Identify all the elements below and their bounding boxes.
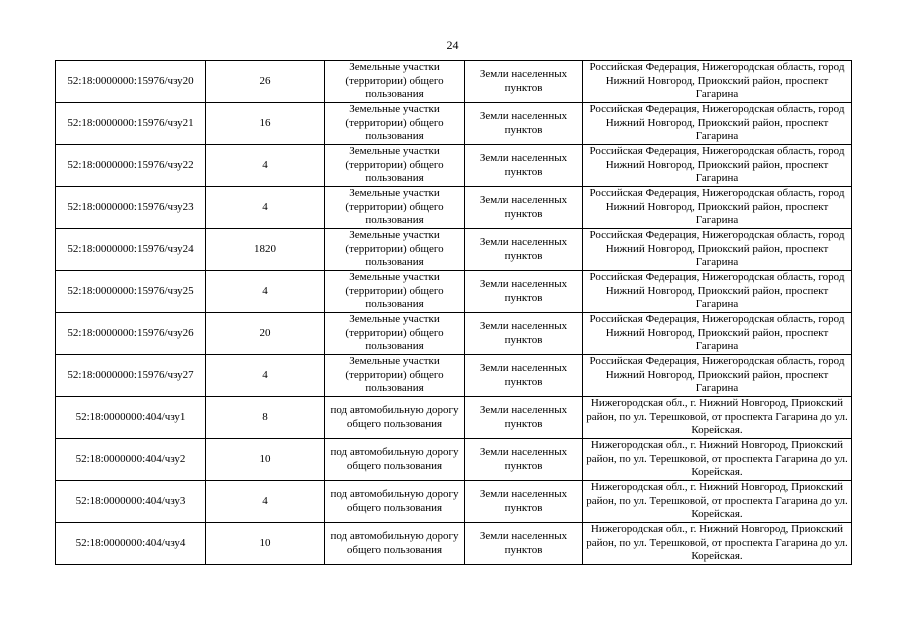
address-cell: Нижегородская обл., г. Нижний Новгород, Приокский район, по ул. Терешковой, от проспекта Гагарина до ул. Корейская. [583, 523, 852, 565]
address-cell: Российская Федерация, Нижегородская область, город Нижний Новгород, Приокский район, проспект Гагарина [583, 145, 852, 187]
land-category-cell: Земли населенных пунктов [465, 355, 583, 397]
cadastral-number-cell: 52:18:0000000:15976/чзу25 [56, 271, 206, 313]
land-plots-table [55, 60, 852, 565]
permitted-use-cell: под автомобильную дорогу общего пользования [325, 397, 465, 439]
land-category-cell: Земли населенных пунктов [465, 481, 583, 523]
land-category-cell: Земли населенных пунктов [465, 523, 583, 565]
cadastral-number-cell: 52:18:0000000:15976/чзу26 [56, 313, 206, 355]
land-category-cell: Земли населенных пунктов [465, 229, 583, 271]
land-category-cell: Земли населенных пунктов [465, 145, 583, 187]
area-cell: 4 [206, 355, 325, 397]
address-cell: Российская Федерация, Нижегородская область, город Нижний Новгород, Приокский район, проспект Гагарина [583, 271, 852, 313]
cadastral-number-cell: 52:18:0000000:15976/чзу27 [56, 355, 206, 397]
table-row [56, 61, 852, 103]
land-category-cell: Земли населенных пунктов [465, 187, 583, 229]
cadastral-number-cell: 52:18:0000000:404/чзу1 [56, 397, 206, 439]
address-cell: Российская Федерация, Нижегородская область, город Нижний Новгород, Приокский район, проспект Гагарина [583, 61, 852, 103]
table-row [56, 523, 852, 565]
address-cell: Нижегородская обл., г. Нижний Новгород, Приокский район, по ул. Терешковой, от проспекта Гагарина до ул. Корейская. [583, 439, 852, 481]
area-cell: 10 [206, 439, 325, 481]
area-cell: 4 [206, 271, 325, 313]
area-cell: 8 [206, 397, 325, 439]
cadastral-number-cell: 52:18:0000000:15976/чзу23 [56, 187, 206, 229]
address-cell: Российская Федерация, Нижегородская область, город Нижний Новгород, Приокский район, проспект Гагарина [583, 355, 852, 397]
cadastral-number-cell: 52:18:0000000:404/чзу2 [56, 439, 206, 481]
address-cell: Российская Федерация, Нижегородская область, город Нижний Новгород, Приокский район, проспект Гагарина [583, 313, 852, 355]
permitted-use-cell: Земельные участки (территории) общего пользования [325, 61, 465, 103]
table-row [56, 229, 852, 271]
permitted-use-cell: Земельные участки (территории) общего пользования [325, 355, 465, 397]
permitted-use-cell: под автомобильную дорогу общего пользования [325, 523, 465, 565]
land-category-cell: Земли населенных пунктов [465, 313, 583, 355]
land-category-cell: Земли населенных пунктов [465, 271, 583, 313]
land-category-cell: Земли населенных пунктов [465, 61, 583, 103]
land-category-cell: Земли населенных пунктов [465, 397, 583, 439]
address-cell: Нижегородская обл., г. Нижний Новгород, Приокский район, по ул. Терешковой, от проспекта Гагарина до ул. Корейская. [583, 481, 852, 523]
permitted-use-cell: Земельные участки (территории) общего пользования [325, 145, 465, 187]
address-cell: Российская Федерация, Нижегородская область, город Нижний Новгород, Приокский район, проспект Гагарина [583, 187, 852, 229]
permitted-use-cell: под автомобильную дорогу общего пользования [325, 481, 465, 523]
table-row [56, 481, 852, 523]
cadastral-number-cell: 52:18:0000000:15976/чзу24 [56, 229, 206, 271]
table-row [56, 439, 852, 481]
area-cell: 10 [206, 523, 325, 565]
area-cell: 1820 [206, 229, 325, 271]
table-row [56, 187, 852, 229]
table-body [56, 61, 852, 565]
table-row [56, 397, 852, 439]
area-cell: 20 [206, 313, 325, 355]
area-cell: 4 [206, 145, 325, 187]
page-number: 24 [446, 38, 459, 52]
address-cell: Нижегородская обл., г. Нижний Новгород, Приокский район, по ул. Терешковой, от проспекта Гагарина до ул. Корейская. [583, 397, 852, 439]
table-row [56, 313, 852, 355]
land-category-cell: Земли населенных пунктов [465, 103, 583, 145]
table-row [56, 355, 852, 397]
permitted-use-cell: Земельные участки (территории) общего пользования [325, 103, 465, 145]
permitted-use-cell: под автомобильную дорогу общего пользования [325, 439, 465, 481]
cadastral-number-cell: 52:18:0000000:15976/чзу21 [56, 103, 206, 145]
cadastral-number-cell: 52:18:0000000:15976/чзу22 [56, 145, 206, 187]
address-cell: Российская Федерация, Нижегородская область, город Нижний Новгород, Приокский район, проспект Гагарина [583, 229, 852, 271]
table-row [56, 145, 852, 187]
address-cell: Российская Федерация, Нижегородская область, город Нижний Новгород, Приокский район, проспект Гагарина [583, 103, 852, 145]
table-row [56, 103, 852, 145]
cadastral-number-cell: 52:18:0000000:15976/чзу20 [56, 61, 206, 103]
area-cell: 26 [206, 61, 325, 103]
cadastral-number-cell: 52:18:0000000:404/чзу4 [56, 523, 206, 565]
permitted-use-cell: Земельные участки (территории) общего пользования [325, 271, 465, 313]
land-category-cell: Земли населенных пунктов [465, 439, 583, 481]
area-cell: 4 [206, 187, 325, 229]
area-cell: 16 [206, 103, 325, 145]
area-cell: 4 [206, 481, 325, 523]
permitted-use-cell: Земельные участки (территории) общего пользования [325, 187, 465, 229]
table-row [56, 271, 852, 313]
permitted-use-cell: Земельные участки (территории) общего пользования [325, 229, 465, 271]
permitted-use-cell: Земельные участки (территории) общего пользования [325, 313, 465, 355]
cadastral-number-cell: 52:18:0000000:404/чзу3 [56, 481, 206, 523]
